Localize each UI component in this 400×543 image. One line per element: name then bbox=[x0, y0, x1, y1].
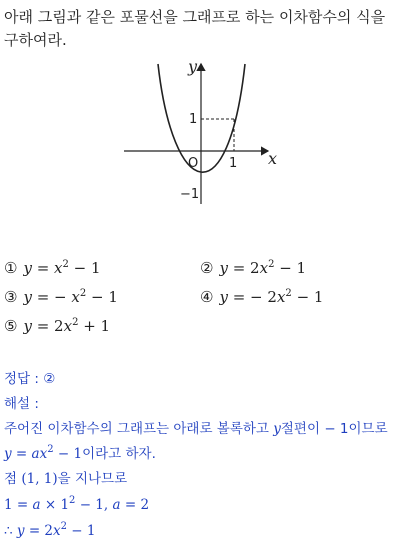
tick-y-1: 1 bbox=[189, 112, 198, 127]
explanation-line-5: ∴ $y = 2x^2 - 1$ bbox=[4, 521, 96, 539]
option-number: ④ bbox=[200, 288, 214, 306]
explanation-line-1: 주어진 이차함수의 그래프는 아래로 볼록하고 y절편이 − 1이므로 bbox=[4, 421, 388, 437]
answer-value: ② bbox=[43, 371, 56, 387]
option-5[interactable]: ⑤ $y = 2x^2 + 1$ bbox=[4, 317, 111, 335]
explanation-label: 해설 : bbox=[4, 396, 39, 412]
parabola-graph bbox=[118, 58, 288, 208]
option-number: ③ bbox=[4, 288, 18, 306]
option-number: ② bbox=[200, 259, 214, 277]
explanation-line-2: $y = ax^2 - 1$이라고 하자. bbox=[4, 444, 156, 462]
tick-y-neg1: −1 bbox=[180, 187, 200, 202]
question-text: 아래 그림과 같은 포물선을 그래프로 하는 이차함수의 식을 구하여라. bbox=[4, 8, 386, 49]
option-3[interactable]: ③ y = − $x^2 - 1$ bbox=[4, 288, 118, 306]
explanation-line-3: 점 (1, 1)을 지나므로 bbox=[4, 471, 128, 487]
explanation-line-4: $1 = a \times 1^2 - 1$, a = 2 bbox=[4, 495, 150, 513]
option-1[interactable]: ① $y = x^2 - 1$ bbox=[4, 259, 101, 277]
answer-line: 정답 : ② bbox=[4, 371, 56, 387]
y-axis-label: y bbox=[188, 58, 198, 76]
option-number: ⑤ bbox=[4, 317, 18, 335]
option-4[interactable]: ④ y = − $2x^2 - 1$ bbox=[200, 288, 324, 306]
x-axis-label: x bbox=[268, 149, 278, 168]
tick-x-1: 1 bbox=[229, 156, 238, 171]
option-2[interactable]: ② $y = 2x^2 - 1$ bbox=[200, 259, 307, 277]
option-number: ① bbox=[4, 259, 18, 277]
origin-label: O bbox=[188, 156, 199, 171]
